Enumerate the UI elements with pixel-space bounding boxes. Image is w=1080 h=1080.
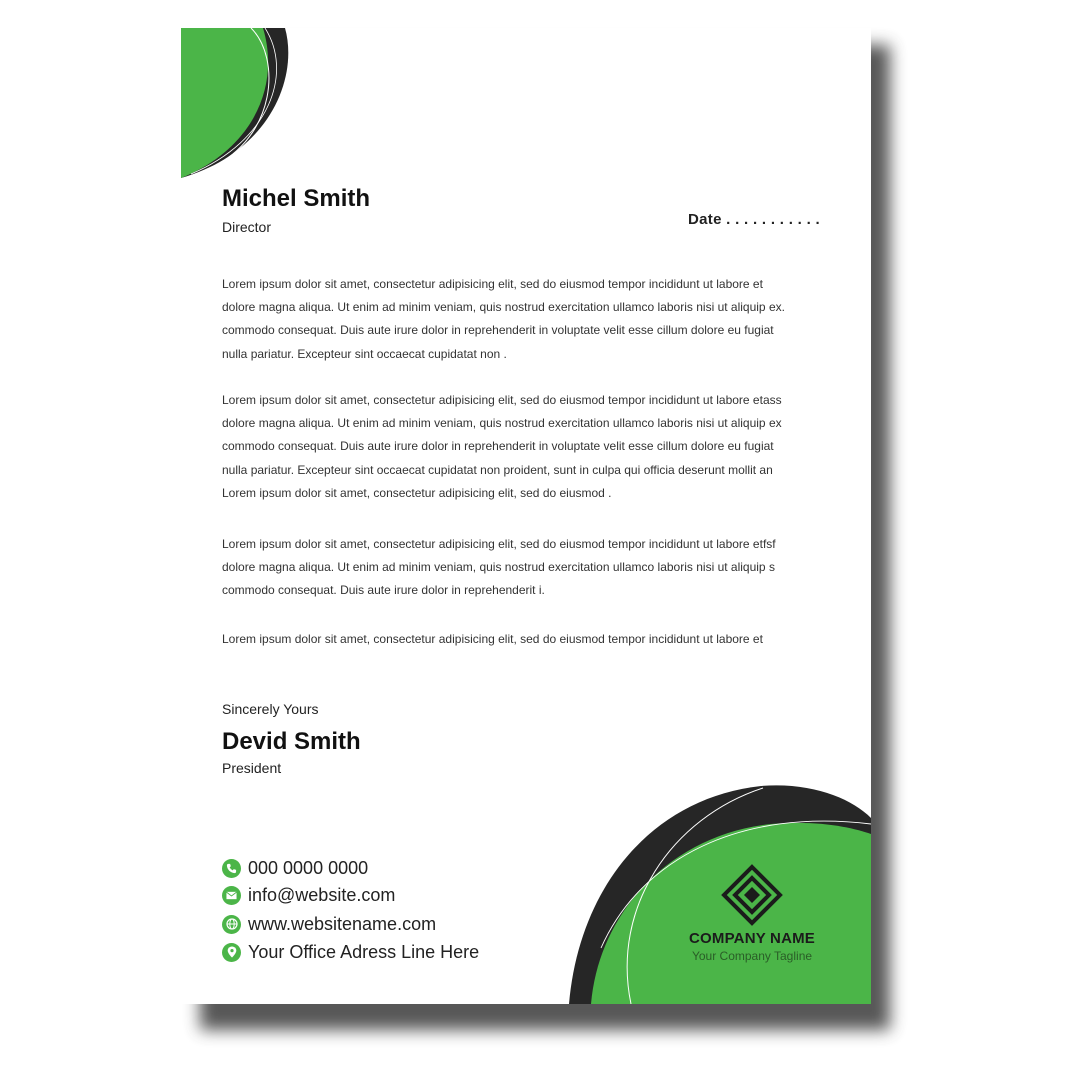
contact-phone	[222, 856, 368, 880]
date-field: Date . . . . . . . . . . .	[688, 211, 820, 228]
phone-icon	[222, 859, 241, 878]
letterhead-page	[181, 28, 871, 1004]
paragraph-line: nulla pariatur. Excepteur sint occaecat cupidatat non proident, sunt in culpa qui officia deserunt mollit an	[222, 462, 773, 477]
closing-text: Sincerely Yours	[222, 701, 319, 717]
paragraph-line: commodo consequat. Duis aute irure dolor in reprehenderit i.	[222, 583, 545, 598]
body-paragraph-2	[222, 389, 834, 505]
paragraph-line: dolore magna aliqua. Ut enim ad minim veniam, quis nostrud exercitation ullamco laboris nisi ut aliquip ex	[222, 416, 782, 431]
signer-title: President	[222, 760, 282, 776]
location-pin-icon	[222, 943, 241, 962]
sender-title: Director	[222, 219, 272, 235]
paragraph-line: Lorem ipsum dolor sit amet, consectetur adipisicing elit, sed do eiusmod tempor incididunt ut labore et	[222, 277, 763, 291]
body-paragraph-1	[222, 273, 834, 366]
signer-name: Devid Smith	[222, 728, 361, 755]
paragraph-line: Lorem ipsum dolor sit amet, consectetur adipisicing elit, sed do eiusmod tempor incididunt ut labore et	[222, 632, 763, 646]
contact-website-text: www.websitename.com	[248, 913, 437, 934]
paragraph-line: Lorem ipsum dolor sit amet, consectetur adipisicing elit, sed do eiusmod .	[222, 485, 612, 500]
contact-email	[222, 883, 395, 907]
paragraph-line: dolore magna aliqua. Ut enim ad minim veniam, quis nostrud exercitation ullamco laboris nisi ut aliquip s	[222, 560, 775, 575]
body-paragraph-4	[222, 628, 834, 651]
company-tagline: Your Company Tagline	[691, 949, 813, 963]
sender-name: Michel Smith	[222, 185, 371, 212]
paragraph-line: nulla pariatur. Excepteur sint occaecat cupidatat non .	[222, 346, 507, 361]
contact-address	[222, 940, 479, 964]
company-name: COMPANY NAME	[688, 930, 816, 947]
contact-phone-text: 000 0000 0000	[248, 857, 369, 878]
paragraph-line: commodo consequat. Duis aute irure dolor in reprehenderit in voluptate velit esse cillum dolore eu fugiat	[222, 439, 774, 454]
paragraph-line: dolore magna aliqua. Ut enim ad minim veniam, quis nostrud exercitation ullamco laboris nisi ut aliquip ex.	[222, 300, 785, 315]
contact-email-text: info@website.com	[248, 884, 396, 905]
contact-website	[222, 912, 436, 936]
paragraph-line: Lorem ipsum dolor sit amet, consectetur adipisicing elit, sed do eiusmod tempor incididunt ut labore etass	[222, 393, 782, 407]
mail-icon	[222, 886, 241, 905]
diamond-logo-icon	[721, 864, 783, 926]
globe-icon	[222, 915, 241, 934]
contact-address-text: Your Office Adress Line Here	[248, 941, 480, 962]
body-paragraph-3	[222, 533, 834, 603]
paragraph-line: Lorem ipsum dolor sit amet, consectetur adipisicing elit, sed do eiusmod tempor incididunt ut labore etfsf	[222, 537, 776, 551]
paragraph-line: commodo consequat. Duis aute irure dolor in reprehenderit in voluptate velit esse cillum dolore eu fugiat	[222, 323, 774, 338]
